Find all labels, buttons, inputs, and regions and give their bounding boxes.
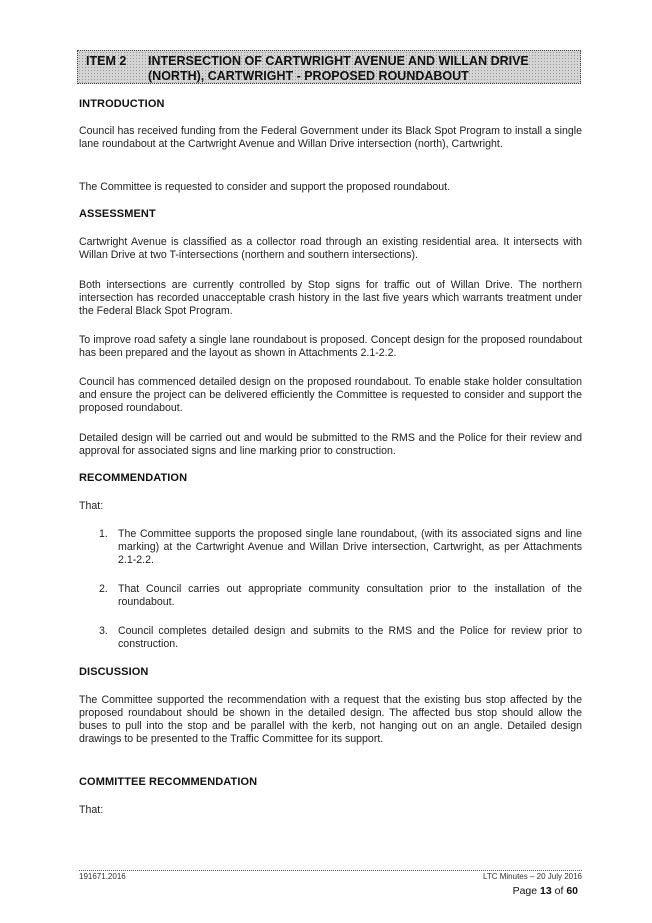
assessment-paragraph: Council has commenced detailed design on the proposed roundabout. To enable stake holder consultation and ensure the project can be delivered efficiently the Committee is requested to consider and support the proposed roundabout. [79,376,582,414]
page-number-label [513,885,578,897]
recommendation-list-item [99,528,582,567]
footer-divider [79,870,582,871]
list-item-text: That Council carries out appropriate community consultation prior to the installation of the roundabout. [118,583,582,608]
footer-doc-ref: 191671.2016 [79,872,126,881]
assessment-paragraph: To improve road safety a single lane roundabout is proposed. Concept design for the proposed roundabout has been prepared and the layout as shown in Attachments 2.1-2.2. [79,334,582,359]
assessment-paragraph: Cartwright Avenue is classified as a collector road through an existing residential area. It intersects with Willan Drive at two T-intersections (northern and southern intersections). [79,236,582,261]
item-number: ITEM 2 [86,54,127,68]
committee-recommendation-intro: That: [79,804,104,816]
page-total: 60 [566,885,578,897]
list-item-number: 2. [99,583,108,595]
footer-doc-title: LTC Minutes – 20 July 2016 [482,872,582,881]
committee-recommendation-heading: COMMITTEE RECOMMENDATION [79,776,258,788]
list-item-text: The Committee supports the proposed single lane roundabout, (with its associated signs and line marking) at the Cartwright Avenue and Willan Drive intersection, Cartwright, as per Attachments 2.1-2.2. [118,528,582,566]
assessment-paragraph: Detailed design will be carried out and would be submitted to the RMS and the Police for their review and approval for associated signs and line marking prior to construction. [79,432,582,457]
recommendation-list-item [99,625,582,651]
list-item-number: 1. [99,528,108,540]
discussion-paragraph: The Committee supported the recommendation with a request that the existing bus stop affected by the proposed roundabout should be shown in the detailed design. The affected bus stop should allow the buses to pull into the stop and be parallel with the kerb, not hanging out on an angle. Detailed design drawings to be presented to the Traffic Committee for its support. [79,694,582,745]
discussion-heading: DISCUSSION [79,666,149,678]
assessment-paragraph: Both intersections are currently controlled by Stop signs for traffic out of Willan Drive. The northern intersection has recorded unacceptable crash history in the last five years which warrants treatment under the Federal Black Spot Program. [79,279,582,317]
introduction-paragraph: The Committee is requested to consider and support the proposed roundabout. [79,181,451,193]
item-title: INTERSECTION OF CARTWRIGHT AVENUE AND WILLAN DRIVE (NORTH), CARTWRIGHT - PROPOSED ROUNDABOUT [148,54,529,83]
recommendation-intro: That: [79,500,104,512]
recommendation-list-item [99,583,582,609]
list-item-text: Council completes detailed design and submits to the RMS and the Police for review prior to construction. [118,625,582,650]
introduction-paragraph: Council has received funding from the Federal Government under its Black Spot Program to install a single lane roundabout at the Cartwright Avenue and Willan Drive intersection (north), Cartwright. [79,125,582,150]
page-mid: of [551,885,567,897]
page-prefix: Page [512,885,541,897]
item-heading-box [77,50,581,84]
introduction-heading: INTRODUCTION [79,98,165,110]
recommendation-heading: RECOMMENDATION [79,472,188,484]
page-number: 13 [540,885,552,897]
assessment-heading: ASSESSMENT [79,208,156,220]
list-item-number: 3. [99,625,108,637]
